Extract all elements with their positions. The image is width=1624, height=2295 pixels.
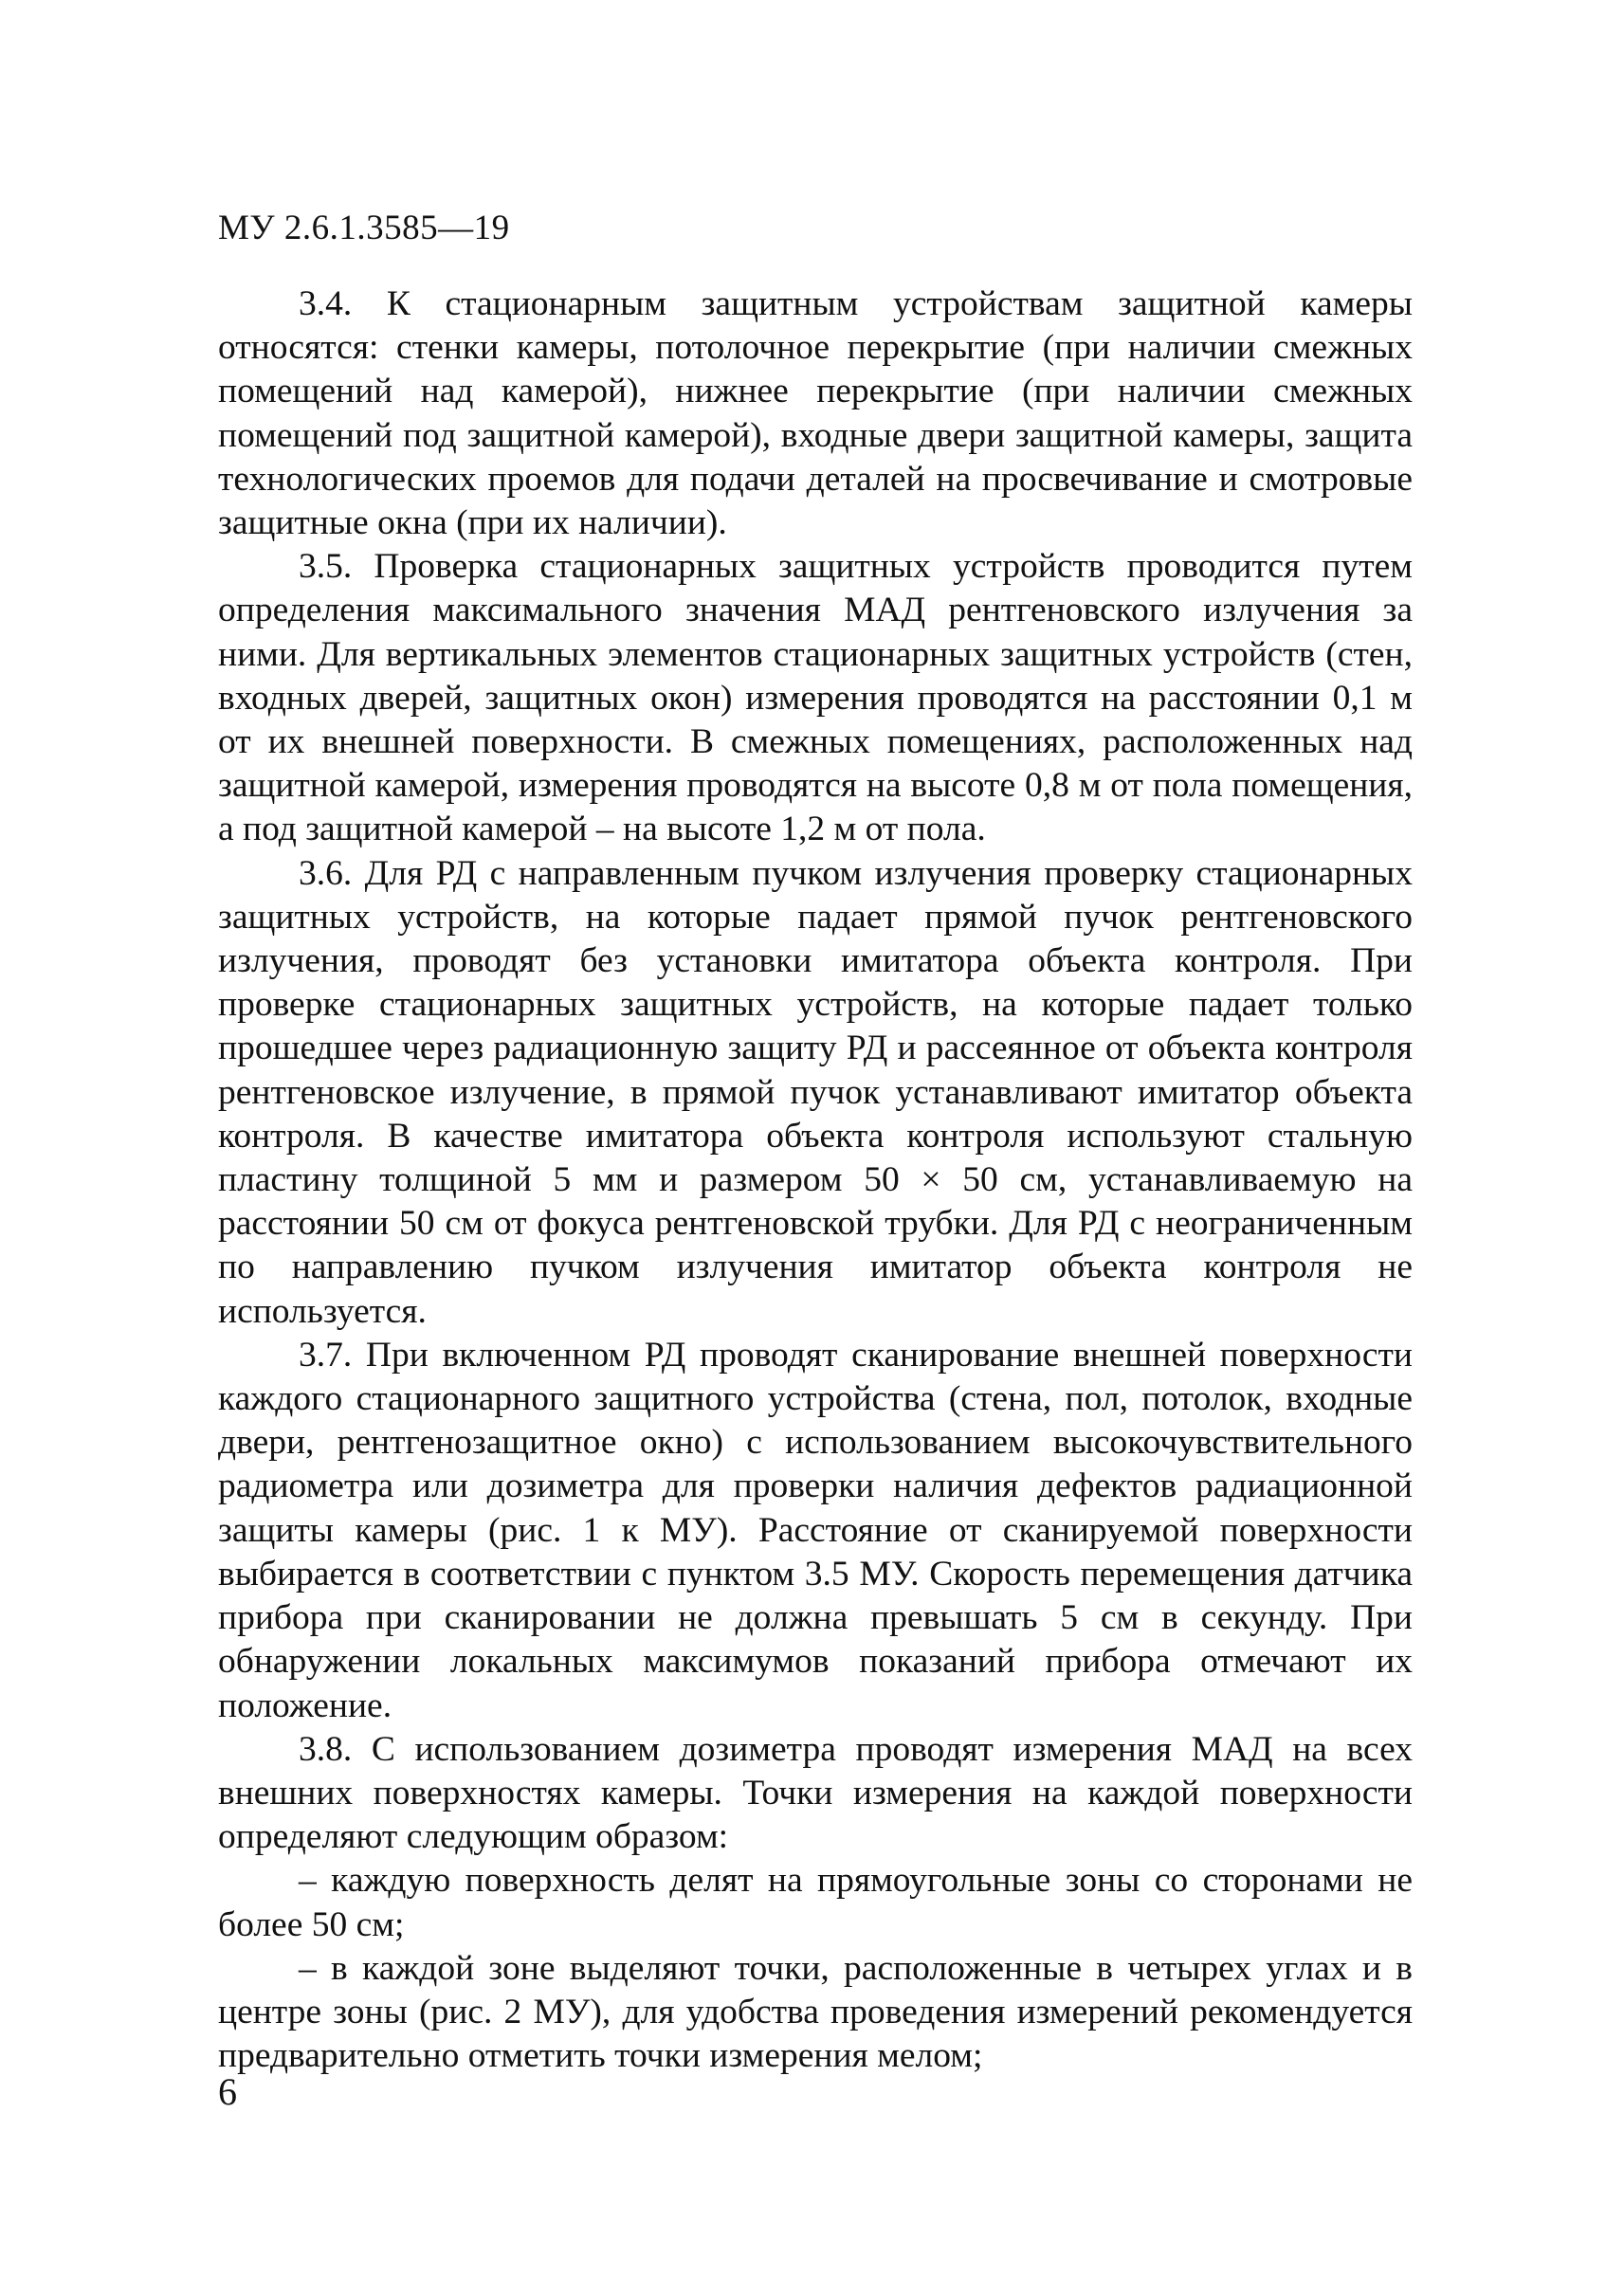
- running-header: МУ 2.6.1.3585—19: [218, 209, 510, 247]
- paragraph-3-8: 3.8. С использованием дозиметра проводят измерения МАД на всех внешних поверхностях камеры. Точки измерения на каждой поверхности определяют следующим образом:: [218, 1729, 1413, 1857]
- paragraph-3-7: 3.7. При включенном РД проводят сканирование внешней поверхности каждого стационарного защитного устройства (стена, пол, потолок, входные двери, рентгенозащитное окно) с использованием высокочувствительного радиометра или дозиметра для проверки наличия дефектов радиационной защиты камеры (рис. 1 к МУ). Расстояние от сканируемой поверхности выбирается в соответствии с пунктом 3.5 МУ. Скорость перемещения датчика прибора при сканировании не должна превышать 5 см в секунду. При обнаружении локальных максимумов показаний прибора отмечают их положение.: [218, 1335, 1413, 1725]
- paragraph-3-6: 3.6. Для РД с направленным пучком излучения проверку стационарных защитных устройств, на которые падает прямой пучок рентгеновского излучения, проводят без установки имитатора объекта контроля. При проверке стационарных защитных устройств, на которые падает только прошедшее через радиационную защиту РД и рассеянное от объекта контроля рентгеновское излучение, в прямой пучок устанавливают имитатор объекта контроля. В качестве имитатора объекта контроля используют стальную пластину толщиной 5 мм и размером 50 × 50 см, устанавливаемую на расстоянии 50 см от фокуса рентгеновской трубки. Для РД с неограниченным по направлению пучком излучения имитатор объекта контроля не используется.: [218, 853, 1413, 1331]
- paragraph-3-5: 3.5. Проверка стационарных защитных устройств проводится путем определения максимального значения МАД рентгеновского излучения за ними. Для вертикальных элементов стационарных защитных устройств (стен, входных дверей, защитных окон) измерения проводятся на расстоянии 0,1 м от их внешней поверхности. В смежных помещениях, расположенных над защитной камерой, измерения проводятся на высоте 0,8 м от пола помещения, а под защитной камерой – на высоте 1,2 м от пола.: [218, 547, 1413, 849]
- body-text: [218, 282, 1413, 2078]
- page-number: 6: [218, 2070, 237, 2113]
- list-item-points: – в каждой зоне выделяют точки, расположенные в четырех углах и в центре зоны (рис. 2 МУ), для удобства проведения измерений рекомендуется предварительно отметить точки измерения мелом;: [218, 1948, 1413, 2076]
- list-item-zones: – каждую поверхность делят на прямоугольные зоны со сторонами не более 50 см;: [218, 1861, 1413, 1944]
- paragraph-3-4: 3.4. К стационарным защитным устройствам защитной камеры относятся: стенки камеры, потолочное перекрытие (при наличии смежных помещений над камерой), нижнее перекрытие (при наличии смежных помещений под защитной камерой), входные двери защитной камеры, защита технологических проемов для подачи деталей на просвечивание и смотровые защитные окна (при их наличии).: [218, 284, 1413, 543]
